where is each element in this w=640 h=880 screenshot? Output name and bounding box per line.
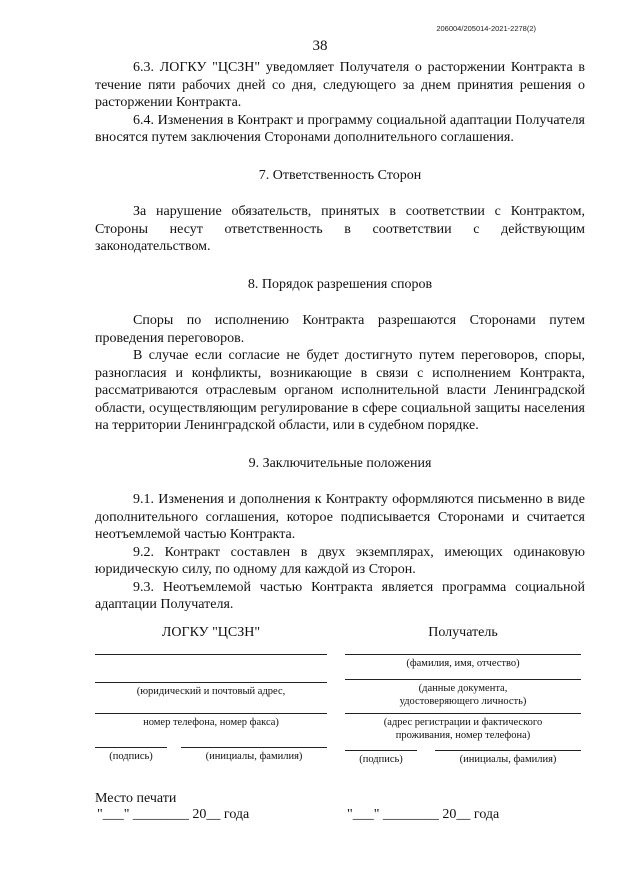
- section-7-title: 7. Ответственность Сторон: [258, 167, 422, 183]
- recipient-signature-line: [345, 750, 417, 751]
- paragraph-6-3: 6.3. ЛОГКУ "ЦСЗН" уведомляет Получателя о расторжении Контракта в течение пяти рабочих дней со дня, следующего за днем принятия решения о расторжении Контракта.: [95, 60, 585, 110]
- recipient-initials-line: [435, 750, 581, 751]
- recipient-title: Получатель: [428, 625, 498, 640]
- paragraph-6-4: 6.4. Изменения в Контракт и программу социальной адаптации Получателя вносятся путем заключения Сторонами дополнительного соглашения.: [95, 112, 585, 145]
- recipient-document-line: [345, 679, 581, 680]
- agency-address-line: [95, 682, 327, 683]
- agency-address-caption: (юридический и почтовый адрес,: [136, 686, 286, 697]
- recipient-initials-caption: (инициалы, фамилия): [459, 754, 557, 765]
- paragraph-9-1: 9.1. Изменения и дополнения к Контракту оформляются письменно в виде дополнительного соглашения, которое подписывается Сторонами и считается неотъемлемой частью Контракта.: [95, 492, 585, 542]
- page-number: 38: [312, 38, 328, 54]
- agency-initials-caption: (инициалы, фамилия): [205, 751, 303, 762]
- stamp-label: Место печати: [95, 791, 177, 806]
- recipient-signature-caption: (подпись): [359, 754, 403, 765]
- recipient-name-line: [345, 654, 581, 655]
- agency-signature-row: [95, 747, 327, 763]
- recipient-address-caption: (адрес регистрации и фактического проживания, номер телефона): [383, 717, 543, 741]
- section-9-title: 9. Заключительные положения: [248, 455, 432, 471]
- agency-phone-caption: номер телефона, номер факса): [143, 717, 279, 728]
- paragraph-9-2: 9.2. Контракт составлен в двух экземплярах, имеющих одинаковую юридическую силу, по одному для каждой из Сторон.: [95, 544, 585, 577]
- recipient-name-caption: (фамилия, имя, отчество): [406, 658, 520, 669]
- agency-signature-caption: (подпись): [109, 751, 153, 762]
- agency-title: ЛОГКУ "ЦСЗН": [161, 625, 261, 640]
- signature-column-recipient: [345, 624, 581, 766]
- document-body: [95, 59, 585, 614]
- recipient-signature-row: [345, 750, 581, 766]
- agency-initials-line: [181, 747, 327, 748]
- agency-phone-line: [95, 713, 327, 714]
- agency-name-line: [95, 654, 327, 655]
- recipient-address-line: [345, 713, 581, 714]
- recipient-document-caption: (данные документа, удостоверяющего личность): [399, 683, 527, 707]
- document-id: 206004/205014-2021-2278(2): [436, 24, 536, 33]
- signature-column-agency: [95, 624, 327, 763]
- agency-date-line: "___" ________ 20__ года: [97, 807, 250, 822]
- section-8-paragraph-1: Споры по исполнению Контракта разрешаются Сторонами путем проведения переговоров.: [95, 313, 585, 346]
- paragraph-9-3: 9.3. Неотъемлемой частью Контракта является программа социальной адаптации Получателя.: [95, 579, 585, 612]
- recipient-date-line: "___" ________ 20__ года: [347, 807, 500, 822]
- agency-signature-line: [95, 747, 167, 748]
- section-7-paragraph: За нарушение обязательств, принятых в соответствии с Контрактом, Стороны несут ответственность в соответствии с действующим законодательством.: [95, 204, 585, 254]
- section-8-title: 8. Порядок разрешения споров: [247, 276, 433, 292]
- section-8-paragraph-2: В случае если согласие не будет достигнуто путем переговоров, споры, разногласия и конфликты, возникающие в связи с исполнением Контракта, рассматриваются отраслевым органом исполнительной власти Ленинградской области, осуществляющим регулирование в сфере социальной защиты населения на территории Ленинградской области, или в судебном порядке.: [95, 348, 585, 433]
